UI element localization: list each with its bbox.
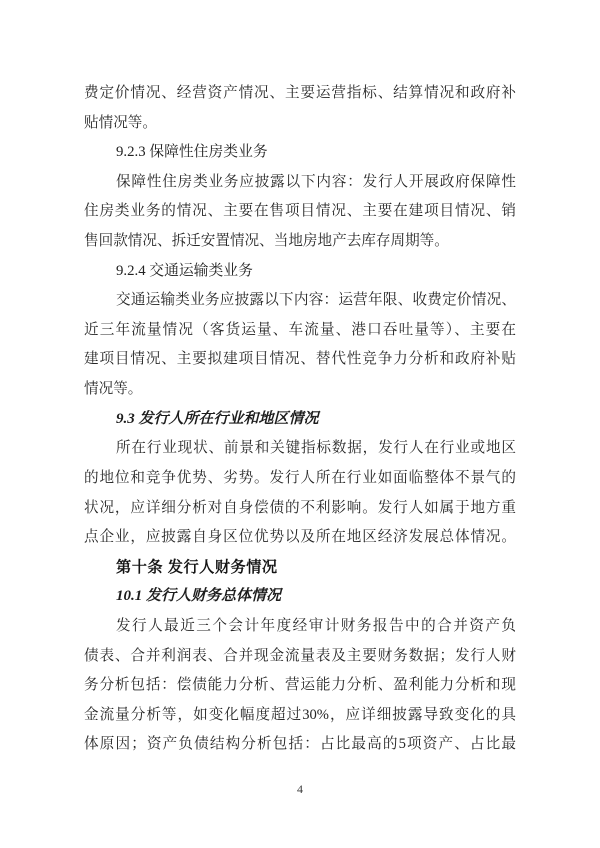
body-text-line: 状况，应详细分析对自身偿债的不利影响。发行人如属于地方重 xyxy=(84,499,516,516)
section-heading: 9.3 发行人所在行业和地区情况 xyxy=(116,410,319,427)
body-text-line: 交通运输类业务应披露以下内容：运营年限、收费定价情况、 xyxy=(116,292,516,309)
page-number: 4 xyxy=(297,782,303,796)
document-body xyxy=(84,79,516,760)
body-text-line: 售回款情况、拆迁安置情况、当地房地产去库存周期等。 xyxy=(84,233,449,250)
body-text-line: 近三年流量情况（客货运量、车流量、港口吞吐量等）、主要在 xyxy=(84,321,516,338)
body-text-line: 的地位和竞争优势、劣势。发行人所在行业如面临整体不景气的 xyxy=(84,469,516,486)
body-text-line: 点企业，应披露自身区位优势以及所在地区经济发展总体情况。 xyxy=(84,529,516,546)
body-text-line: 建项目情况、主要拟建项目情况、替代性竞争力分析和政府补贴 xyxy=(84,351,516,368)
body-text-line: 贴情况等。 xyxy=(84,114,157,131)
body-text-line: 债表、合并利润表、合并现金流量表及主要财务数据；发行人财 xyxy=(84,647,516,664)
body-text-line: 情况等。 xyxy=(84,381,143,398)
body-text-line: 金流量分析等，如变化幅度超过30%，应详细披露导致变化的具 xyxy=(84,706,516,723)
body-text-line: 住房类业务的情况、主要在售项目情况、主要在建项目情况、销 xyxy=(84,203,516,220)
body-text-line: 发行人最近三个会计年度经审计财务报告中的合并资产负 xyxy=(116,617,516,634)
body-text-line: 体原因；资产负债结构分析包括：占比最高的5项资产、占比最 xyxy=(84,736,516,753)
subsection-heading: 9.2.4 交通运输类业务 xyxy=(116,262,253,279)
body-text-line: 费定价情况、经营资产情况、主要运营指标、结算情况和政府补 xyxy=(84,85,516,101)
subsection-heading: 9.2.3 保障性住房类业务 xyxy=(116,144,268,161)
article-heading: 第十条 发行人财务情况 xyxy=(116,558,278,576)
body-text-line: 所在行业现状、前景和关键指标数据，发行人在行业或地区 xyxy=(116,440,516,457)
body-text-line: 保障性住房类业务应披露以下内容：发行人开展政府保障性 xyxy=(116,173,516,190)
section-heading: 10.1 发行人财务总体情况 xyxy=(116,588,282,605)
body-text-line: 务分析包括：偿债能力分析、营运能力分析、盈利能力分析和现 xyxy=(84,677,516,694)
